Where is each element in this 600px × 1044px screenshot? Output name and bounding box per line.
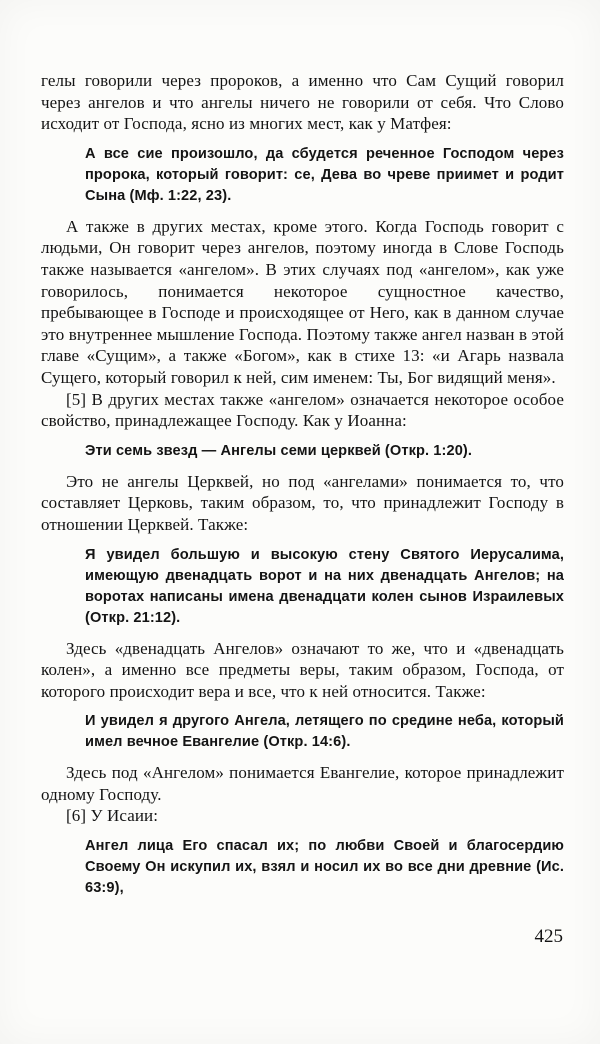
- body-paragraph: [5] В других местах также «ангелом» означается некоторое особое свойство, принадлежащее Господу. Как у Иоанна:: [41, 389, 564, 431]
- body-paragraph: Здесь «двенадцать Ангелов» означают то же, что и «двенадцать колен», а именно все предметы веры, таким образом, Господа, от которого происходит вера и все, что к ней относится. Также:: [41, 638, 564, 701]
- body-paragraph: А также в других местах, кроме этого. Когда Господь говорит с людьми, Он говорит через ангелов, поэтому иногда в Слове Господь также называется «ангелом». В этих случаях под «ангелом», как уже говорилось, понимается некоторое сущностное качество, пребывающее в Господе и происходящее от Него, как в данном случае это внутреннее мышление Господа. Поэтому также ангел назван в этой главе «Сущим», а также «Богом», как в стихе 13: «и Агарь назвала Сущего, который говорил к ней, сим именем: Ты, Бог видящий меня».: [41, 216, 564, 387]
- scripture-quote: Я увидел большую и высокую стену Святого Иерусалима, имеющую двенадцать ворот и на них двенадцать Ангелов; на воротах написаны имена двенадцати колен сынов Израилевых (Откр. 21:12).: [85, 546, 564, 626]
- scripture-quote: Ангел лица Его спасал их; по любви Своей и благосердию Своему Он искупил их, взял и носил их во все дни древние (Ис. 63:9),: [85, 838, 564, 897]
- page-number: 425: [534, 926, 563, 947]
- scripture-quote: А все сие произошло, да сбудется реченное Господом через пророка, который говорит: се, Дева во чреве приимет и родит Сына (Мф. 1:22, 23).: [85, 145, 564, 204]
- scripture-quote: Эти семь звезд — Ангелы семи церквей (Откр. 1:20).: [85, 442, 473, 459]
- text-column: [41, 70, 564, 908]
- body-paragraph: Здесь под «Ангелом» понимается Евангелие, которое принадлежит одному Господу.: [41, 763, 564, 804]
- body-paragraph: гелы говорили через пророков, а именно что Сам Сущий говорил через ангелов и что ангелы ничего не говорили от себя. Что Слово исходит от Господа, ясно из многих мест, как у Матфея:: [41, 71, 564, 134]
- scripture-quote: И увидел я другого Ангела, летящего по средине неба, который имел вечное Евангелие (Откр. 14:6).: [85, 713, 564, 751]
- body-paragraph: Это не ангелы Церквей, но под «ангелами» понимается то, что составляет Церковь, таким образом, то, что принадлежит Господу в отношении Церквей. Также:: [41, 471, 564, 534]
- body-paragraph: [6] У Исаии:: [66, 806, 159, 826]
